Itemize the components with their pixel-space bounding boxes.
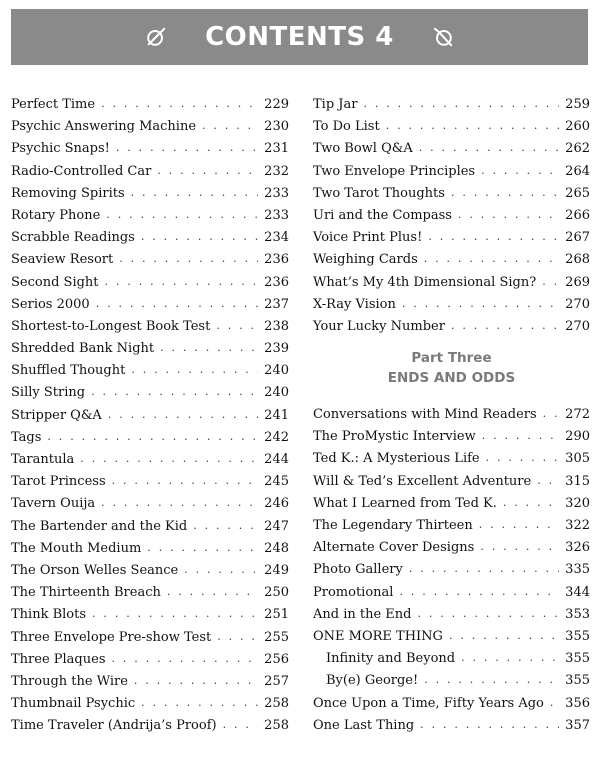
toc-entry-page: 262 — [565, 141, 590, 157]
toc-entry-page: 258 — [264, 718, 289, 734]
circle-squiggle-icon — [432, 26, 454, 48]
toc-entry-page: 305 — [565, 451, 590, 467]
toc-entry-title: Weighing Cards — [313, 252, 418, 268]
toc-entry-page: 355 — [565, 628, 590, 644]
toc-entry-title: Three Plaques — [11, 651, 106, 667]
toc-column-right — [313, 94, 590, 737]
toc-entry-title: Photo Gallery — [313, 562, 403, 578]
toc-entry-page: 248 — [264, 540, 289, 556]
toc-entry — [11, 427, 289, 449]
toc-entry-title: Three Envelope Pre-show Test — [11, 629, 212, 645]
dot-leader — [106, 204, 258, 226]
toc-entry-page: 267 — [565, 230, 590, 246]
toc-entry-page: 244 — [264, 452, 289, 467]
toc-entry-page: 355 — [565, 673, 590, 689]
toc-entry-page: 240 — [264, 363, 289, 379]
toc-entry — [11, 205, 289, 227]
toc-entry-title: What’s My 4th Dimensional Sign? — [313, 274, 537, 290]
toc-entry-page: 251 — [264, 607, 289, 623]
toc-entry-page: 255 — [264, 629, 289, 645]
toc-entry-page: 240 — [264, 385, 289, 401]
toc-entry-page: 290 — [565, 429, 590, 445]
toc-entry-title: Alternate Cover Designs — [313, 540, 475, 556]
dot-leader — [386, 115, 559, 137]
toc-entry-title: Think Blots — [11, 607, 87, 623]
dot-leader — [157, 160, 258, 182]
toc-entry-title: Second Sight — [11, 274, 99, 290]
dot-leader — [184, 559, 258, 581]
toc-entry-title: Infinity and Beyond — [326, 651, 456, 667]
toc-entry-page: 229 — [264, 97, 289, 112]
dot-leader — [420, 714, 559, 736]
dot-leader — [131, 182, 259, 204]
toc-entry-title: ONE MORE THING — [313, 628, 443, 644]
toc-list-bottom — [313, 404, 590, 737]
toc-entry — [11, 272, 289, 294]
dot-leader — [479, 514, 559, 536]
toc-entry-page: 265 — [565, 185, 590, 201]
toc-entry-title: Psychic Snaps! — [11, 141, 110, 157]
dot-leader — [542, 271, 559, 293]
dot-leader — [503, 492, 559, 514]
dot-leader — [428, 226, 559, 248]
toc-entry — [11, 693, 289, 715]
dot-leader — [105, 271, 259, 293]
dot-leader — [202, 115, 258, 137]
dot-leader — [119, 248, 258, 270]
toc-entry-page: 249 — [264, 562, 289, 578]
toc-entry — [11, 516, 289, 538]
toc-entry-page: 236 — [264, 274, 289, 290]
toc-entry-page: 233 — [264, 207, 289, 223]
toc-entry-title: Once Upon a Time, Fifty Years Ago — [313, 695, 544, 711]
toc-entry-page: 259 — [565, 97, 590, 112]
toc-entry — [11, 405, 289, 427]
toc-entry — [11, 94, 289, 116]
dot-leader — [537, 470, 559, 492]
toc-entry — [313, 138, 590, 160]
toc-entry-page: 357 — [565, 717, 590, 733]
toc-column-left — [11, 94, 289, 737]
toc-entry-page: 256 — [264, 651, 289, 667]
toc-entry-title: What I Learned from Ted K. — [313, 495, 497, 511]
toc-entry — [313, 493, 590, 515]
dot-leader — [112, 648, 259, 670]
toc-entry — [11, 538, 289, 560]
toc-entry — [11, 294, 289, 316]
toc-entry — [313, 515, 590, 537]
toc-entry — [11, 338, 289, 360]
page-title: CONTENTS 4 — [205, 22, 394, 52]
toc-entry-title: Time Traveler (Andrija’s Proof) — [11, 718, 217, 734]
toc-entry — [313, 294, 590, 316]
dot-leader — [101, 492, 258, 514]
toc-entry — [313, 426, 590, 448]
part-heading — [313, 338, 590, 404]
toc-entry — [313, 316, 590, 338]
dot-leader — [399, 581, 559, 603]
toc-entry-title: Uri and the Compass — [313, 207, 452, 223]
toc-entry-page: 270 — [565, 296, 590, 312]
dot-leader — [217, 626, 258, 648]
part-heading-title: ENDS AND ODDS — [387, 370, 516, 387]
toc-entry-title: The Bartender and the Kid — [11, 518, 188, 534]
dot-leader — [92, 603, 258, 625]
toc-entry — [11, 116, 289, 138]
toc-entry-title: The Legendary Thirteen — [313, 518, 473, 533]
toc-entry-page: 315 — [565, 473, 590, 489]
toc-entry-title: By(e) George! — [326, 673, 419, 689]
toc-entry-title: Removing Spirits — [11, 185, 125, 201]
toc-entry-page: 266 — [565, 207, 590, 223]
dot-leader — [216, 315, 258, 337]
toc-entry-title: Conversations with Mind Readers — [313, 407, 537, 423]
toc-entry-title: Perfect Time — [11, 97, 96, 112]
toc-entry — [11, 316, 289, 338]
toc-entry — [313, 448, 590, 470]
toc-entry-title: Ted K.: A Mysterious Life — [313, 451, 480, 467]
toc-entry — [11, 582, 289, 604]
dot-leader — [112, 470, 259, 492]
dot-leader — [409, 558, 559, 580]
toc-entry — [313, 693, 590, 715]
toc-entry-page: 320 — [565, 495, 590, 511]
toc-entry-page: 264 — [565, 163, 590, 179]
toc-entry-title: The Thirteenth Breach — [11, 585, 161, 601]
toc-entry-page: 242 — [264, 429, 289, 445]
toc-entry-title: Tags — [11, 429, 42, 445]
dot-leader — [451, 182, 559, 204]
toc-entry-title: The Orson Welles Seance — [11, 562, 179, 578]
toc-entry-title: Voice Print Plus! — [313, 230, 423, 246]
toc-entry-title: To Do List — [313, 119, 380, 135]
contents-header — [11, 9, 588, 65]
dot-leader — [417, 603, 559, 625]
toc-entry-page: 232 — [264, 163, 289, 179]
toc-entry — [11, 604, 289, 626]
dot-leader — [141, 692, 258, 714]
dot-leader — [223, 714, 259, 736]
toc-entry-title: Psychic Answering Machine — [11, 119, 197, 135]
toc-entry-page: 241 — [264, 407, 289, 423]
toc-entry-title: Scrabble Readings — [11, 230, 135, 246]
toc-entry-page: 257 — [264, 673, 289, 689]
toc-list-top — [313, 94, 590, 338]
dot-leader — [449, 625, 559, 647]
toc-entry — [11, 138, 289, 160]
toc-entry-page: 258 — [264, 696, 289, 712]
dot-leader — [480, 536, 559, 558]
toc-entry-page: 356 — [565, 695, 590, 711]
toc-entry — [313, 249, 590, 271]
toc-entry-title: Two Tarot Thoughts — [313, 185, 445, 201]
toc-entry-title: Tip Jar — [313, 97, 358, 112]
dot-leader — [147, 537, 258, 559]
toc-entry-page: 269 — [565, 274, 590, 290]
toc-entry-page: 270 — [565, 318, 590, 334]
toc-entry-title: Shortest-to-Longest Book Test — [11, 318, 211, 334]
toc-entry-page: 236 — [264, 252, 289, 268]
toc-entry-title: Two Envelope Principles — [313, 163, 476, 179]
toc-entry — [313, 537, 590, 559]
toc-entry — [11, 671, 289, 693]
toc-entry-page: 234 — [264, 230, 289, 246]
toc-entry-title: Silly String — [11, 385, 86, 401]
toc-entry-title: Two Bowl Q&A — [313, 141, 413, 157]
toc-entry — [11, 471, 289, 493]
toc-entry-title: Your Lucky Number — [313, 318, 445, 334]
dot-leader — [167, 581, 258, 603]
dot-leader — [108, 404, 258, 426]
toc-entry-page: 353 — [565, 606, 590, 622]
toc-entry — [11, 227, 289, 249]
toc-entry — [11, 183, 289, 205]
toc-entry — [313, 116, 590, 138]
toc-entry-title: Shredded Bank Night — [11, 341, 155, 357]
dot-leader — [96, 293, 258, 315]
toc-entry-page: 272 — [565, 407, 590, 423]
toc-entry-title: Promotional — [313, 584, 394, 600]
toc-entry-title: Rotary Phone — [11, 207, 101, 223]
toc-entry-title: Will & Ted’s Excellent Adventure — [313, 473, 532, 489]
toc-entry-title: Seaview Resort — [11, 252, 114, 268]
toc-entry — [11, 715, 289, 737]
toc-entry — [11, 649, 289, 671]
toc-entry-page: 245 — [264, 474, 289, 490]
toc-entry — [313, 272, 590, 294]
toc-entry-page: 237 — [264, 296, 289, 312]
dot-leader — [193, 515, 258, 537]
toc-entry-page: 326 — [565, 540, 590, 556]
dot-leader — [131, 359, 258, 381]
dot-leader — [451, 315, 559, 337]
toc-entry-title: Tavern Ouija — [11, 496, 96, 512]
toc-entry — [313, 670, 590, 692]
toc-entry-page: 230 — [264, 119, 289, 135]
toc-entry — [11, 449, 289, 471]
dot-leader — [101, 93, 258, 115]
toc-entry — [313, 183, 590, 205]
dot-leader — [486, 447, 560, 469]
toc-entry — [313, 205, 590, 227]
dot-leader — [91, 381, 258, 403]
toc-entry-title: Tarot Princess — [11, 474, 106, 490]
toc-entry — [313, 404, 590, 426]
dot-leader — [458, 204, 559, 226]
toc-entry-page: 322 — [565, 518, 590, 533]
dot-leader — [47, 426, 258, 448]
circle-squiggle-icon — [145, 26, 167, 48]
dot-leader — [424, 669, 559, 691]
dot-leader — [424, 248, 559, 270]
toc-entry-page: 231 — [264, 141, 289, 157]
toc-entry-page: 268 — [565, 252, 590, 268]
dot-leader — [482, 425, 559, 447]
toc-entry — [313, 648, 590, 670]
toc-entry — [313, 604, 590, 626]
toc-entry — [11, 249, 289, 271]
toc-entry-title: Serios 2000 — [11, 296, 90, 312]
part-heading-number: Part Three — [411, 350, 492, 367]
toc-entry-title: The ProMystic Interview — [313, 429, 476, 445]
dot-leader — [550, 692, 559, 714]
dot-leader — [160, 337, 258, 359]
dot-leader — [481, 160, 559, 182]
dot-leader — [134, 670, 258, 692]
toc-entry — [313, 559, 590, 581]
toc-entry — [11, 382, 289, 404]
dot-leader — [363, 93, 559, 115]
toc-entry-page: 233 — [264, 185, 289, 201]
toc-entry-title: Tarantula — [11, 452, 75, 467]
toc-entry — [313, 715, 590, 737]
toc-entry — [11, 627, 289, 649]
toc-entry-page: 239 — [264, 341, 289, 357]
dot-leader — [80, 448, 258, 470]
toc-entry-title: Through the Wire — [11, 673, 128, 689]
toc-entry-page: 260 — [565, 119, 590, 135]
toc-entry-title: One Last Thing — [313, 717, 415, 733]
dot-leader — [116, 137, 258, 159]
toc-entry — [11, 360, 289, 382]
toc-entry — [313, 94, 590, 116]
toc-entry-title: Stripper Q&A — [11, 407, 102, 423]
toc-entry — [313, 471, 590, 493]
dot-leader — [419, 137, 559, 159]
toc-entry-title: And in the End — [313, 606, 412, 622]
toc-entry-page: 246 — [264, 496, 289, 512]
toc-entry — [313, 626, 590, 648]
toc-entry-page: 355 — [565, 651, 590, 667]
toc-entry-page: 247 — [264, 518, 289, 534]
dot-leader — [543, 403, 560, 425]
toc-entry-page: 344 — [565, 584, 590, 600]
toc-entry — [313, 227, 590, 249]
toc-entry — [11, 161, 289, 183]
toc-entry-title: The Mouth Medium — [11, 540, 142, 556]
toc-entry — [11, 560, 289, 582]
toc-entry-title: Thumbnail Psychic — [11, 696, 136, 712]
toc-entry-title: X-Ray Vision — [313, 296, 396, 312]
toc-entry-title: Radio-Controlled Car — [11, 163, 152, 179]
dot-leader — [461, 647, 559, 669]
dot-leader — [141, 226, 258, 248]
toc-entry — [313, 582, 590, 604]
dot-leader — [402, 293, 559, 315]
toc-entry-title: Shuffled Thought — [11, 363, 126, 379]
toc-entry-page: 335 — [565, 562, 590, 578]
toc-entry — [11, 493, 289, 515]
toc-entry — [313, 161, 590, 183]
toc-entry-page: 250 — [264, 585, 289, 601]
toc-entry-page: 238 — [264, 318, 289, 334]
